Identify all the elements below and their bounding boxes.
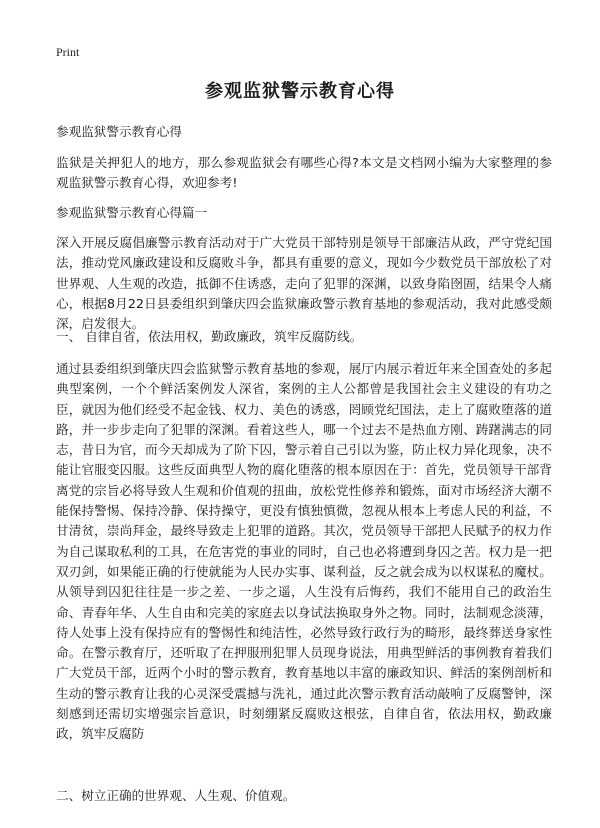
body-paragraph: 深入开展反腐倡廉警示教育活动对于广大党员干部特别是领导干部廉洁从政，严守党纪国法，推动党风廉政建设和反腐败斗争，都具有重要的意义，现如今少数党员干部放松了对世界观、人生观的改造，抵御不住诱惑，走向了犯罪的深渊，以致身陷囹圄，结果令人痛心，根据8月22日县委组织到肇庆四会监狱廉政警示教育基地的参观活动，我对此感受颇深，启发很大。 [56,235,552,332]
point-heading: 一、 自律自省，依法用权，勤政廉政，筑牢反腐防线。 [56,329,363,344]
section-heading-paragraph: 参观监狱警示教育心得篇一 [56,205,208,220]
print-link[interactable]: Print [56,45,80,59]
page-title: 参观监狱警示教育心得 [205,81,395,102]
point-heading: 二、树立正确的世界观、人生观、价值观。 [56,788,296,803]
body-paragraph: 通过县委组织到肇庆四会监狱警示教育基地的参观，展厅内展示着近年来全国查处的多起典型案例，一个个鲜活案例发人深省，案例的主人公都曾是我国社会主义建设的有功之臣，就因为他们经受不起金钱、权力、美色的诱惑，罔顾党纪国法，走上了腐败堕落的道路，并一步步走向了犯罪的深渊。看着这些人，哪一个过去不是热血方刚、踌躇满志的同志，昔日为官，而今天却成为了阶下囚，警示着自己引以为鉴，防止权力异化现象，决不能让官服变囚服。这些反面典型人物的腐化堕落的根本原因在于：首先，党员领导干部背离党的宗旨必将导致人生观和价值观的扭曲，放松党性修养和锻炼，面对市场经济大潮不能保持警惕、保持冷静、保持操守，更没有慎独慎微，忽视从根本上考虑人民的利益，不甘清贫，崇尚拜金，最终导致走上犯罪的道路。其次，党员领导干部把人民赋予的权力作为自己谋取私利的工具，在危害党的事业的同时，自己也必将遭到身囚之苦。权力是一把双刃剑，如果能正确的行使就能为人民办实事、谋利益，反之就会成为以权谋私的魔杖。从领导到囚犯往往是一步之差、一步之遥，人生没有后悔药，我们不能用自己的政治生命、青春年华、人生自由和完美的家庭去以身试法换取身外之物。同时，法制观念淡薄，待人处事上没有保持应有的警惕性和纯洁性，必然导致行政行为的畸形，最终葬送身家性命。在警示教育厅，还听取了在押服刑犯罪人员现身说法，用典型鲜活的事例教育着我们广大党员干部，近两个小时的警示教育，教育基地以丰富的廉政知识、鲜活的案例剖析和生动的警示教育让我的心灵深受震撼与洗礼，通过此次警示教育活动敲响了反腐警钟，深刻感到还需切实增强宗旨意识，时刻绷紧反腐败这根弦，自律自省，依法用权，勤政廉政，筑牢反腐防 [56,361,552,742]
subtitle-paragraph: 参观监狱警示教育心得 [56,124,182,139]
intro-paragraph: 监狱是关押犯人的地方，那么参观监狱会有哪些心得?本文是文档网小编为大家整理的参观监狱警示教育心得，欢迎参考! [56,155,552,191]
